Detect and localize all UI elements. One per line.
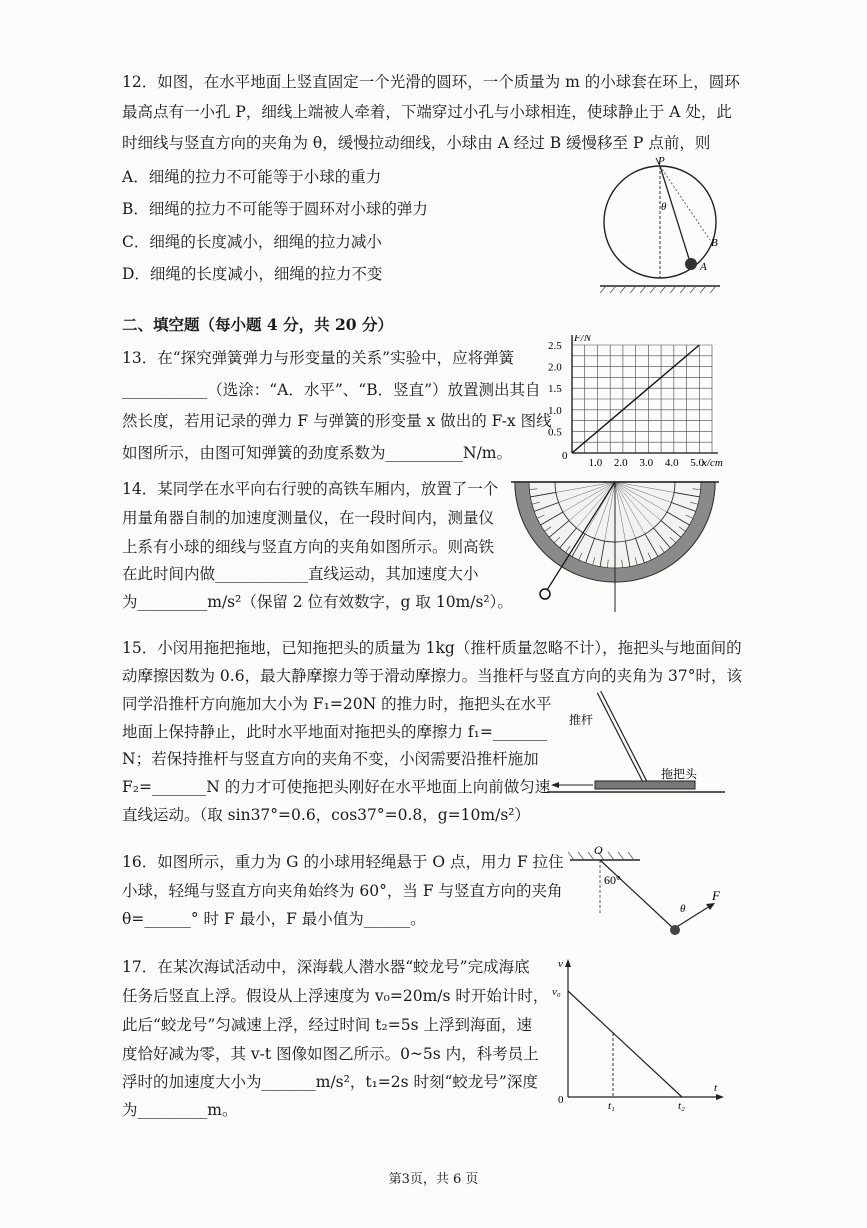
q15-line-4: 地面上保持静止，此时水平地面对拖把头的摩擦力 f₁=_______	[122, 723, 548, 741]
q12-ring-figure	[598, 150, 726, 300]
q12-option-c: C．细绳的长度减小，细绳的拉力减小	[122, 233, 382, 251]
y-tick-label: 1.0	[548, 404, 562, 417]
q14-line-5: 为_________m/s²（保留 2 位有效数字，g 取 10m/s²）。	[122, 593, 513, 611]
q13-line-3: 然长度，若用记录的弹力 F 与弹簧的形变量 x 做出的 F-x 图线	[122, 412, 552, 430]
y-axis-label: F/N	[574, 335, 592, 344]
protractor-accelerometer	[508, 470, 723, 620]
page-footer: 第3页，共 6 页	[388, 1172, 479, 1187]
section-2-heading: 二、填空题（每小题 4 分，共 20 分）	[122, 315, 393, 334]
q17-line-3: 此后“蛟龙号”匀减速上浮，经过时间 t₂=5s 上浮到海面，速	[122, 1016, 532, 1034]
mop-rod-label: 推杆	[569, 713, 594, 727]
y-tick-label: 2.0	[548, 361, 562, 374]
q13-line-1: 13．在“探究弹簧弹力与形变量的关系”实验中，应将弹簧	[122, 349, 515, 367]
q13-line-2: ___________（选涂：“A．水平”、“B．竖直”）放置测出其自	[122, 381, 541, 399]
q17-line-6: 为_________m。	[122, 1101, 238, 1119]
q15-line-6: F₂=_______N 的力才可使拖把头刚好在水平地面上向前做匀速	[122, 778, 551, 796]
vt-label-t1: t₁	[608, 1100, 615, 1112]
y-tick-label: 2.5	[548, 340, 562, 352]
pendulum-force-figure	[560, 840, 730, 945]
pendulum-label-theta: θ	[680, 903, 686, 915]
q12-label-theta: θ	[661, 201, 667, 213]
q12-label-a: A	[700, 261, 707, 273]
x-tick-label: 1.0	[588, 457, 603, 469]
origin-label: 0	[562, 450, 568, 462]
vt-label-v: v	[558, 958, 563, 970]
q17-line-5: 浮时的加速度大小为_______m/s²，t₁=2s 时刻“蛟龙号”深度	[122, 1073, 538, 1091]
vt-label-t2: t₂	[678, 1100, 685, 1112]
x-tick-label: 2.0	[613, 457, 628, 469]
x-tick-label: 5.0	[690, 457, 705, 469]
pendulum-label-o: O	[594, 843, 603, 857]
q12-label-b: B	[711, 237, 718, 249]
q17-line-1: 17．在某次海试活动中，深海载人潜水器“蛟龙号”完成海底	[122, 958, 530, 976]
vt-label-v0: v₀	[552, 986, 561, 998]
mop-head-label: 拖把头	[661, 767, 698, 781]
v-t-graph	[550, 955, 725, 1115]
y-tick-label: 0.5	[548, 426, 562, 439]
q14-line-3: 上系有小球的细线与竖直方向的夹角如图所示。则高铁	[122, 538, 495, 556]
pendulum-ball	[540, 589, 550, 599]
q16-line-3: θ=______° 时 F 最小，F 最小值为______。	[122, 910, 426, 928]
x-tick-label: 3.0	[639, 457, 654, 469]
q12-line-2: 最高点有一小孔 P，细线上端被人牵着，下端穿过小孔与小球相连，使球静止于 A 处，此	[122, 103, 732, 121]
q12-line-1: 12．如图，在水平地面上竖直固定一个光滑的圆环，一个质量为 m 的小球套在环上，圆环	[122, 73, 740, 91]
y-tick-label: 1.5	[548, 383, 562, 396]
q16-line-2: 小球，轻绳与竖直方向夹角始终为 60°，当 F 与竖直方向的夹角	[122, 882, 563, 900]
q12-option-b: B．细绳的拉力不可能等于圆环对小球的弹力	[122, 200, 428, 218]
q12-option-a: A．细绳的拉力不可能等于小球的重力	[122, 168, 382, 186]
pendulum-label-angle: 60°	[604, 873, 621, 887]
pendulum-label-f: F	[712, 888, 720, 903]
vt-label-origin: 0	[558, 1094, 564, 1106]
q16-line-1: 16．如图所示，重力为 G 的小球用轻绳悬于 O 点，用力 F 拉住	[122, 853, 564, 871]
q14-line-2: 用量角器自制的加速度测量仪，在一段时间内，测量仪	[122, 509, 495, 527]
x-tick-label: 4.0	[664, 457, 679, 469]
f-x-chart	[540, 335, 725, 475]
mop-figure	[545, 686, 730, 806]
q15-line-7: 直线运动。（取 sin37°=0.6，cos37°=0.8，g=10m/s²）	[122, 806, 530, 824]
q14-line-1: 14．某同学在水平向右行驶的高铁车厢内，放置了一个	[122, 480, 499, 498]
q15-line-5: N；若保持推杆与竖直方向的夹角不变，小闵需要沿推杆施加	[122, 750, 539, 768]
q12-label-p: P	[658, 155, 665, 167]
q15-line-1: 15．小闵用拖把拖地，已知拖把头的质量为 1kg（推杆质量忽略不计），拖把头与地面间的	[122, 639, 742, 657]
q17-line-4: 度恰好减为零，其 v-t 图像如图乙所示。0~5s 内，科考员上	[122, 1045, 539, 1063]
q15-line-3: 同学沿推杆方向施加大小为 F₁=20N 的推力时，拖把头在水平	[122, 695, 552, 713]
vt-label-t: t	[714, 1082, 718, 1094]
q15-line-2: 动摩擦因数为 0.6，最大静摩擦力等于滑动摩擦力。当推杆与竖直方向的夹角为 37°时，该	[122, 667, 742, 685]
q14-line-4: 在此时间内做____________直线运动，其加速度大小	[122, 565, 479, 583]
q12-option-d: D．细绳的长度减小，细绳的拉力不变	[122, 265, 383, 283]
q17-line-2: 任务后竖直上浮。假设从上浮速度为 v₀=20m/s 时开始计时，	[122, 987, 549, 1005]
x-axis-label: x/cm	[702, 457, 723, 469]
q12-line-3: 时细线与竖直方向的夹角为 θ，缓慢拉动细线，小球由 A 经过 B 缓慢移至 P 点前，则	[122, 134, 711, 152]
q13-line-4: 如图所示，由图可知弹簧的劲度系数为__________N/m。	[122, 444, 512, 462]
